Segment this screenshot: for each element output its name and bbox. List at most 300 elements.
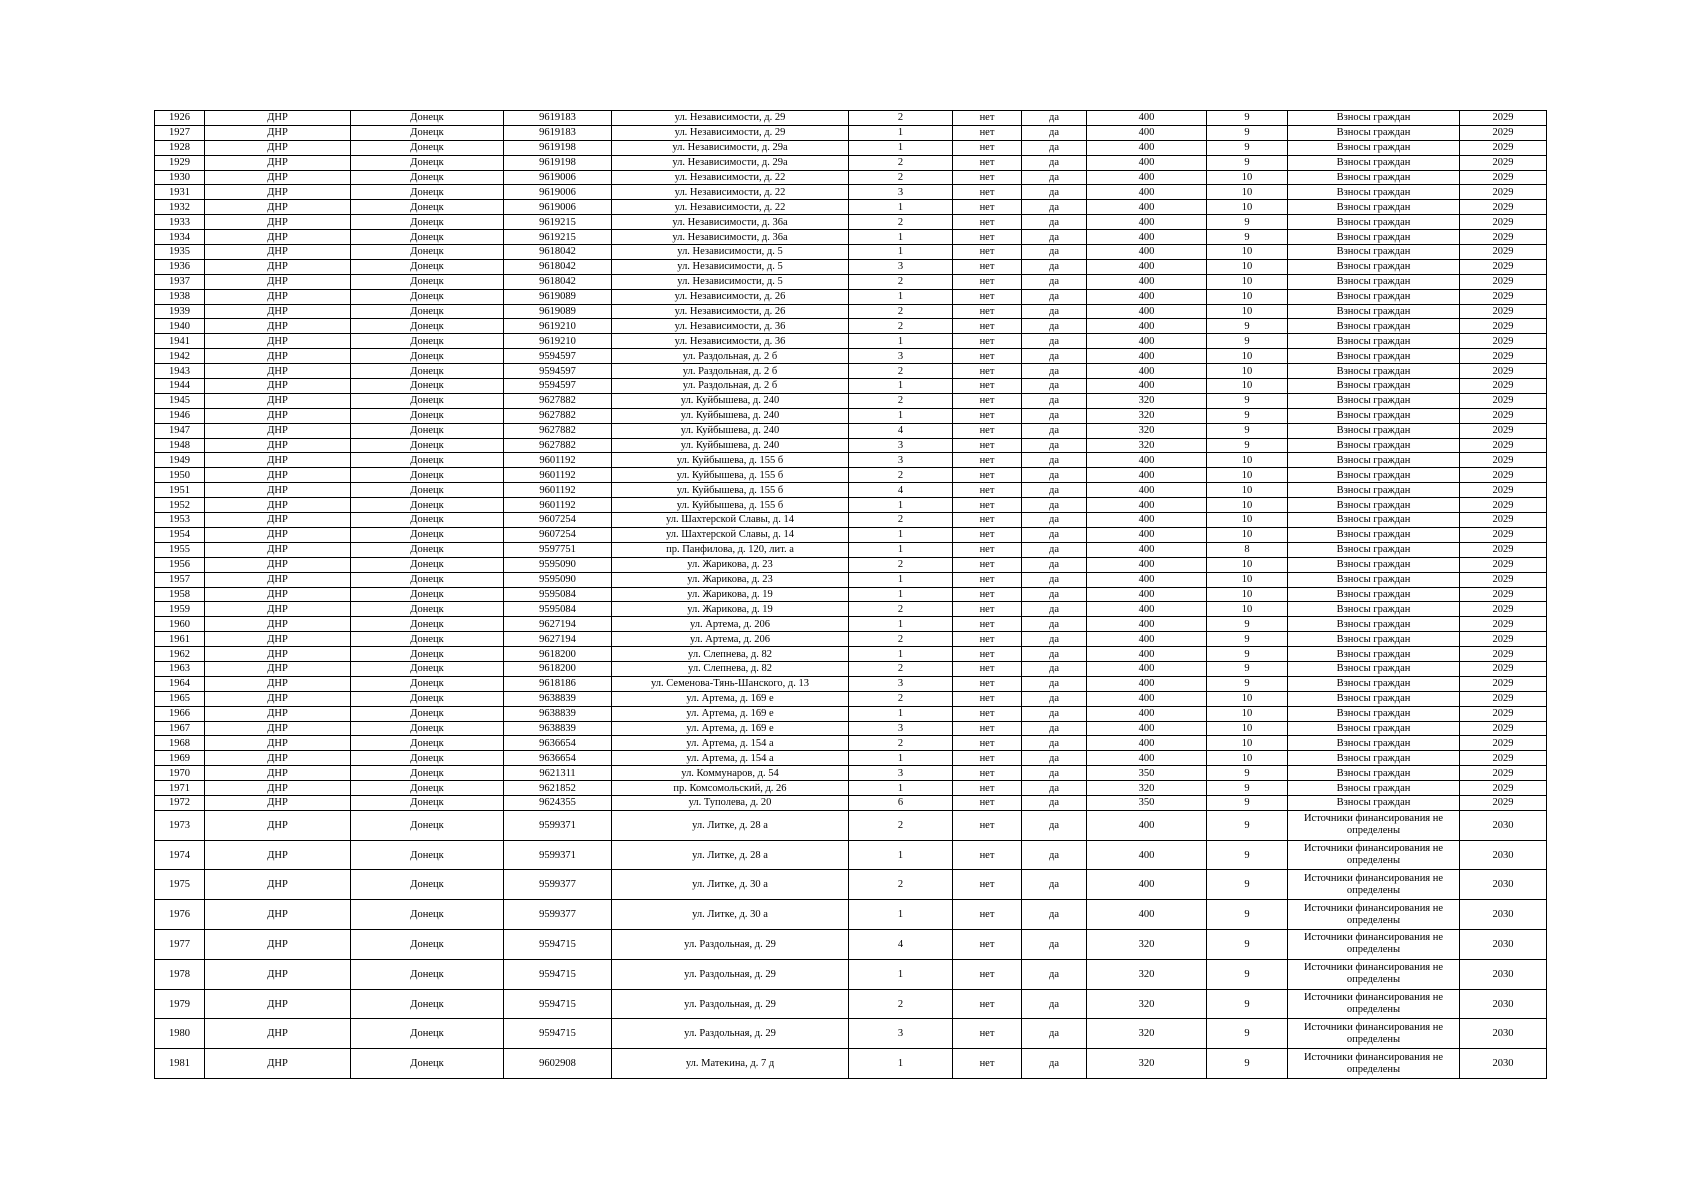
funding-source-cell: Взносы граждан — [1288, 617, 1460, 632]
flag-yes-cell: да — [1022, 1049, 1087, 1079]
table-row — [155, 259, 1547, 274]
floors-cell: 9 — [1207, 989, 1288, 1019]
city-cell: Донецк — [351, 557, 504, 572]
region-cell: ДНР — [205, 1049, 351, 1079]
flag-no-cell: нет — [953, 840, 1022, 870]
funding-source-cell: Взносы граждан — [1288, 185, 1460, 200]
value-cell: 400 — [1087, 230, 1207, 245]
count-cell: 2 — [849, 393, 953, 408]
count-cell: 2 — [849, 810, 953, 840]
address-cell: ул. Артема, д. 154 а — [612, 736, 849, 751]
year-cell: 2029 — [1460, 111, 1547, 126]
city-cell: Донецк — [351, 900, 504, 930]
flag-no-cell: нет — [953, 259, 1022, 274]
count-cell: 2 — [849, 632, 953, 647]
region-cell: ДНР — [205, 721, 351, 736]
value-cell: 400 — [1087, 557, 1207, 572]
table-row — [155, 289, 1547, 304]
floors-cell: 9 — [1207, 959, 1288, 989]
row-number-cell: 1958 — [155, 587, 205, 602]
flag-no-cell: нет — [953, 930, 1022, 960]
flag-yes-cell: да — [1022, 155, 1087, 170]
row-number-cell: 1978 — [155, 959, 205, 989]
building-code-cell: 9638839 — [504, 721, 612, 736]
funding-source-cell: Взносы граждан — [1288, 334, 1460, 349]
flag-no-cell: нет — [953, 408, 1022, 423]
flag-yes-cell: да — [1022, 661, 1087, 676]
floors-cell: 10 — [1207, 289, 1288, 304]
floors-cell: 10 — [1207, 706, 1288, 721]
region-cell: ДНР — [205, 423, 351, 438]
building-code-cell: 9599377 — [504, 900, 612, 930]
year-cell: 2029 — [1460, 557, 1547, 572]
floors-cell: 8 — [1207, 542, 1288, 557]
year-cell: 2029 — [1460, 498, 1547, 513]
table-row — [155, 1049, 1547, 1079]
flag-yes-cell: да — [1022, 617, 1087, 632]
count-cell: 1 — [849, 781, 953, 796]
row-number-cell: 1936 — [155, 259, 205, 274]
address-cell: ул. Литке, д. 28 а — [612, 840, 849, 870]
funding-source-cell: Взносы граждан — [1288, 498, 1460, 513]
row-number-cell: 1956 — [155, 557, 205, 572]
count-cell: 1 — [849, 230, 953, 245]
funding-source-cell: Взносы граждан — [1288, 647, 1460, 662]
city-cell: Донецк — [351, 676, 504, 691]
flag-yes-cell: да — [1022, 334, 1087, 349]
flag-no-cell: нет — [953, 319, 1022, 334]
funding-source-cell: Источники финансирования не определены — [1288, 989, 1460, 1019]
value-cell: 400 — [1087, 140, 1207, 155]
address-cell: ул. Независимости, д. 22 — [612, 200, 849, 215]
flag-no-cell: нет — [953, 483, 1022, 498]
building-code-cell: 9601192 — [504, 468, 612, 483]
region-cell: ДНР — [205, 245, 351, 260]
region-cell: ДНР — [205, 989, 351, 1019]
year-cell: 2029 — [1460, 647, 1547, 662]
flag-no-cell: нет — [953, 423, 1022, 438]
count-cell: 2 — [849, 602, 953, 617]
count-cell: 3 — [849, 721, 953, 736]
value-cell: 400 — [1087, 125, 1207, 140]
building-code-cell: 9607254 — [504, 527, 612, 542]
funding-source-cell: Взносы граждан — [1288, 349, 1460, 364]
table-row — [155, 542, 1547, 557]
building-code-cell: 9627194 — [504, 617, 612, 632]
row-number-cell: 1967 — [155, 721, 205, 736]
flag-yes-cell: да — [1022, 259, 1087, 274]
year-cell: 2030 — [1460, 900, 1547, 930]
region-cell: ДНР — [205, 215, 351, 230]
flag-yes-cell: да — [1022, 557, 1087, 572]
city-cell: Донецк — [351, 259, 504, 274]
city-cell: Донецк — [351, 274, 504, 289]
flag-no-cell: нет — [953, 364, 1022, 379]
building-code-cell: 9619006 — [504, 185, 612, 200]
region-cell: ДНР — [205, 200, 351, 215]
city-cell: Донецк — [351, 140, 504, 155]
floors-cell: 10 — [1207, 170, 1288, 185]
flag-yes-cell: да — [1022, 706, 1087, 721]
flag-yes-cell: да — [1022, 125, 1087, 140]
address-cell: ул. Куйбышева, д. 240 — [612, 423, 849, 438]
address-cell: ул. Независимости, д. 29 — [612, 125, 849, 140]
region-cell: ДНР — [205, 140, 351, 155]
row-number-cell: 1963 — [155, 661, 205, 676]
floors-cell: 10 — [1207, 453, 1288, 468]
count-cell: 1 — [849, 289, 953, 304]
funding-source-cell: Взносы граждан — [1288, 736, 1460, 751]
table-row — [155, 989, 1547, 1019]
city-cell: Донецк — [351, 795, 504, 810]
value-cell: 320 — [1087, 438, 1207, 453]
flag-yes-cell: да — [1022, 959, 1087, 989]
value-cell: 400 — [1087, 200, 1207, 215]
address-cell: ул. Независимости, д. 5 — [612, 245, 849, 260]
address-cell: ул. Артема, д. 154 а — [612, 751, 849, 766]
city-cell: Донецк — [351, 364, 504, 379]
building-code-cell: 9594715 — [504, 989, 612, 1019]
region-cell: ДНР — [205, 364, 351, 379]
funding-source-cell: Взносы граждан — [1288, 542, 1460, 557]
flag-yes-cell: да — [1022, 408, 1087, 423]
address-cell: ул. Жарикова, д. 23 — [612, 557, 849, 572]
flag-no-cell: нет — [953, 215, 1022, 230]
building-code-cell: 9636654 — [504, 751, 612, 766]
region-cell: ДНР — [205, 795, 351, 810]
flag-no-cell: нет — [953, 989, 1022, 1019]
floors-cell: 10 — [1207, 259, 1288, 274]
row-number-cell: 1980 — [155, 1019, 205, 1049]
building-code-cell: 9636654 — [504, 736, 612, 751]
funding-source-cell: Взносы граждан — [1288, 408, 1460, 423]
address-cell: ул. Слепнева, д. 82 — [612, 661, 849, 676]
funding-source-cell: Взносы граждан — [1288, 319, 1460, 334]
building-code-cell: 9618042 — [504, 245, 612, 260]
address-cell: ул. Литке, д. 30 а — [612, 870, 849, 900]
floors-cell: 9 — [1207, 900, 1288, 930]
flag-yes-cell: да — [1022, 900, 1087, 930]
count-cell: 1 — [849, 125, 953, 140]
row-number-cell: 1974 — [155, 840, 205, 870]
year-cell: 2030 — [1460, 810, 1547, 840]
building-code-cell: 9595090 — [504, 572, 612, 587]
flag-yes-cell: да — [1022, 483, 1087, 498]
address-cell: ул. Куйбышева, д. 240 — [612, 438, 849, 453]
flag-no-cell: нет — [953, 542, 1022, 557]
city-cell: Донецк — [351, 751, 504, 766]
region-cell: ДНР — [205, 319, 351, 334]
table-row — [155, 319, 1547, 334]
funding-source-cell: Источники финансирования не определены — [1288, 959, 1460, 989]
table-row — [155, 706, 1547, 721]
count-cell: 2 — [849, 513, 953, 528]
row-number-cell: 1968 — [155, 736, 205, 751]
value-cell: 400 — [1087, 304, 1207, 319]
floors-cell: 9 — [1207, 930, 1288, 960]
region-cell: ДНР — [205, 751, 351, 766]
city-cell: Донецк — [351, 319, 504, 334]
flag-no-cell: нет — [953, 289, 1022, 304]
value-cell: 400 — [1087, 870, 1207, 900]
flag-yes-cell: да — [1022, 111, 1087, 126]
year-cell: 2029 — [1460, 632, 1547, 647]
row-number-cell: 1949 — [155, 453, 205, 468]
building-code-cell: 9602908 — [504, 1049, 612, 1079]
funding-source-cell: Взносы граждан — [1288, 751, 1460, 766]
year-cell: 2029 — [1460, 438, 1547, 453]
address-cell: ул. Независимости, д. 29а — [612, 155, 849, 170]
building-code-cell: 9599371 — [504, 810, 612, 840]
value-cell: 320 — [1087, 930, 1207, 960]
value-cell: 400 — [1087, 706, 1207, 721]
funding-source-cell: Взносы граждан — [1288, 691, 1460, 706]
count-cell: 2 — [849, 304, 953, 319]
flag-yes-cell: да — [1022, 870, 1087, 900]
building-code-cell: 9638839 — [504, 691, 612, 706]
building-code-cell: 9618042 — [504, 259, 612, 274]
funding-source-cell: Источники финансирования не определены — [1288, 810, 1460, 840]
address-cell: ул. Раздольная, д. 29 — [612, 1019, 849, 1049]
funding-source-cell: Источники финансирования не определены — [1288, 900, 1460, 930]
floors-cell: 10 — [1207, 572, 1288, 587]
region-cell: ДНР — [205, 766, 351, 781]
table-row — [155, 334, 1547, 349]
value-cell: 400 — [1087, 111, 1207, 126]
city-cell: Донецк — [351, 542, 504, 557]
count-cell: 1 — [849, 751, 953, 766]
row-number-cell: 1966 — [155, 706, 205, 721]
count-cell: 4 — [849, 483, 953, 498]
value-cell: 320 — [1087, 408, 1207, 423]
table-row — [155, 617, 1547, 632]
flag-no-cell: нет — [953, 1049, 1022, 1079]
count-cell: 1 — [849, 498, 953, 513]
building-code-cell: 9618042 — [504, 274, 612, 289]
region-cell: ДНР — [205, 408, 351, 423]
flag-yes-cell: да — [1022, 289, 1087, 304]
funding-source-cell: Взносы граждан — [1288, 140, 1460, 155]
count-cell: 2 — [849, 989, 953, 1019]
row-number-cell: 1972 — [155, 795, 205, 810]
floors-cell: 10 — [1207, 498, 1288, 513]
value-cell: 320 — [1087, 423, 1207, 438]
floors-cell: 10 — [1207, 513, 1288, 528]
building-code-cell: 9619215 — [504, 215, 612, 230]
flag-yes-cell: да — [1022, 170, 1087, 185]
city-cell: Донецк — [351, 349, 504, 364]
building-code-cell: 9619215 — [504, 230, 612, 245]
address-cell: ул. Семенова-Тянь-Шанского, д. 13 — [612, 676, 849, 691]
year-cell: 2029 — [1460, 125, 1547, 140]
value-cell: 400 — [1087, 810, 1207, 840]
funding-source-cell: Взносы граждан — [1288, 453, 1460, 468]
flag-no-cell: нет — [953, 959, 1022, 989]
city-cell: Донецк — [351, 661, 504, 676]
city-cell: Донецк — [351, 632, 504, 647]
city-cell: Донецк — [351, 587, 504, 602]
value-cell: 400 — [1087, 453, 1207, 468]
value-cell: 400 — [1087, 498, 1207, 513]
row-number-cell: 1960 — [155, 617, 205, 632]
city-cell: Донецк — [351, 483, 504, 498]
address-cell: ул. Артема, д. 169 е — [612, 706, 849, 721]
funding-source-cell: Взносы граждан — [1288, 661, 1460, 676]
row-number-cell: 1955 — [155, 542, 205, 557]
flag-no-cell: нет — [953, 781, 1022, 796]
year-cell: 2029 — [1460, 453, 1547, 468]
flag-yes-cell: да — [1022, 185, 1087, 200]
year-cell: 2029 — [1460, 781, 1547, 796]
row-number-cell: 1939 — [155, 304, 205, 319]
funding-source-cell: Взносы граждан — [1288, 304, 1460, 319]
table-row — [155, 766, 1547, 781]
address-cell: ул. Раздольная, д. 2 б — [612, 349, 849, 364]
city-cell: Донецк — [351, 766, 504, 781]
flag-no-cell: нет — [953, 736, 1022, 751]
count-cell: 1 — [849, 840, 953, 870]
count-cell: 2 — [849, 155, 953, 170]
floors-cell: 9 — [1207, 781, 1288, 796]
row-number-cell: 1934 — [155, 230, 205, 245]
region-cell: ДНР — [205, 870, 351, 900]
row-number-cell: 1976 — [155, 900, 205, 930]
city-cell: Донецк — [351, 379, 504, 394]
flag-yes-cell: да — [1022, 751, 1087, 766]
table-row — [155, 721, 1547, 736]
address-cell: ул. Независимости, д. 5 — [612, 259, 849, 274]
flag-yes-cell: да — [1022, 245, 1087, 260]
funding-source-cell: Взносы граждан — [1288, 289, 1460, 304]
address-cell: ул. Раздольная, д. 29 — [612, 989, 849, 1019]
address-cell: ул. Куйбышева, д. 240 — [612, 393, 849, 408]
city-cell: Донецк — [351, 572, 504, 587]
city-cell: Донецк — [351, 304, 504, 319]
address-cell: ул. Куйбышева, д. 155 б — [612, 483, 849, 498]
city-cell: Донецк — [351, 959, 504, 989]
flag-no-cell: нет — [953, 230, 1022, 245]
row-number-cell: 1932 — [155, 200, 205, 215]
flag-no-cell: нет — [953, 155, 1022, 170]
city-cell: Донецк — [351, 185, 504, 200]
address-cell: ул. Независимости, д. 36 — [612, 334, 849, 349]
count-cell: 1 — [849, 542, 953, 557]
region-cell: ДНР — [205, 617, 351, 632]
region-cell: ДНР — [205, 706, 351, 721]
funding-source-cell: Взносы граждан — [1288, 111, 1460, 126]
region-cell: ДНР — [205, 185, 351, 200]
address-cell: пр. Панфилова, д. 120, лит. а — [612, 542, 849, 557]
row-number-cell: 1930 — [155, 170, 205, 185]
table-row — [155, 155, 1547, 170]
row-number-cell: 1979 — [155, 989, 205, 1019]
count-cell: 2 — [849, 557, 953, 572]
count-cell: 3 — [849, 438, 953, 453]
year-cell: 2029 — [1460, 736, 1547, 751]
floors-cell: 10 — [1207, 587, 1288, 602]
value-cell: 400 — [1087, 542, 1207, 557]
region-cell: ДНР — [205, 930, 351, 960]
table-row — [155, 379, 1547, 394]
count-cell: 2 — [849, 215, 953, 230]
table-row — [155, 691, 1547, 706]
floors-cell: 10 — [1207, 185, 1288, 200]
region-cell: ДНР — [205, 602, 351, 617]
table-row — [155, 1019, 1547, 1049]
address-cell: ул. Куйбышева, д. 240 — [612, 408, 849, 423]
count-cell: 2 — [849, 870, 953, 900]
table-row — [155, 215, 1547, 230]
value-cell: 400 — [1087, 736, 1207, 751]
row-number-cell: 1938 — [155, 289, 205, 304]
table-body — [155, 111, 1547, 1079]
floors-cell: 9 — [1207, 393, 1288, 408]
year-cell: 2029 — [1460, 200, 1547, 215]
building-code-cell: 9619198 — [504, 155, 612, 170]
value-cell: 400 — [1087, 170, 1207, 185]
address-cell: ул. Литке, д. 28 а — [612, 810, 849, 840]
table-row — [155, 527, 1547, 542]
funding-source-cell: Взносы граждан — [1288, 155, 1460, 170]
flag-no-cell: нет — [953, 572, 1022, 587]
row-number-cell: 1942 — [155, 349, 205, 364]
table-row — [155, 423, 1547, 438]
year-cell: 2029 — [1460, 215, 1547, 230]
flag-no-cell: нет — [953, 438, 1022, 453]
building-code-cell: 9619089 — [504, 304, 612, 319]
count-cell: 3 — [849, 766, 953, 781]
count-cell: 3 — [849, 453, 953, 468]
region-cell: ДНР — [205, 676, 351, 691]
building-code-cell: 9619006 — [504, 170, 612, 185]
region-cell: ДНР — [205, 274, 351, 289]
address-cell: ул. Независимости, д. 26 — [612, 289, 849, 304]
building-code-cell: 9627882 — [504, 423, 612, 438]
flag-no-cell: нет — [953, 125, 1022, 140]
table-row — [155, 170, 1547, 185]
city-cell: Донецк — [351, 810, 504, 840]
region-cell: ДНР — [205, 334, 351, 349]
row-number-cell: 1947 — [155, 423, 205, 438]
funding-source-cell: Взносы граждан — [1288, 721, 1460, 736]
city-cell: Донецк — [351, 1049, 504, 1079]
table-row — [155, 959, 1547, 989]
building-code-cell: 9594597 — [504, 349, 612, 364]
address-cell: ул. Жарикова, д. 19 — [612, 602, 849, 617]
city-cell: Донецк — [351, 200, 504, 215]
funding-source-cell: Взносы граждан — [1288, 513, 1460, 528]
city-cell: Донецк — [351, 215, 504, 230]
funding-source-cell: Взносы граждан — [1288, 125, 1460, 140]
flag-yes-cell: да — [1022, 840, 1087, 870]
city-cell: Донецк — [351, 453, 504, 468]
address-cell: ул. Артема, д. 169 е — [612, 721, 849, 736]
value-cell: 400 — [1087, 691, 1207, 706]
region-cell: ДНР — [205, 111, 351, 126]
flag-no-cell: нет — [953, 140, 1022, 155]
value-cell: 400 — [1087, 274, 1207, 289]
funding-source-cell: Взносы граждан — [1288, 632, 1460, 647]
flag-no-cell: нет — [953, 751, 1022, 766]
floors-cell: 10 — [1207, 304, 1288, 319]
count-cell: 2 — [849, 319, 953, 334]
region-cell: ДНР — [205, 289, 351, 304]
floors-cell: 9 — [1207, 840, 1288, 870]
flag-yes-cell: да — [1022, 200, 1087, 215]
value-cell: 400 — [1087, 319, 1207, 334]
region-cell: ДНР — [205, 468, 351, 483]
funding-source-cell: Источники финансирования не определены — [1288, 930, 1460, 960]
